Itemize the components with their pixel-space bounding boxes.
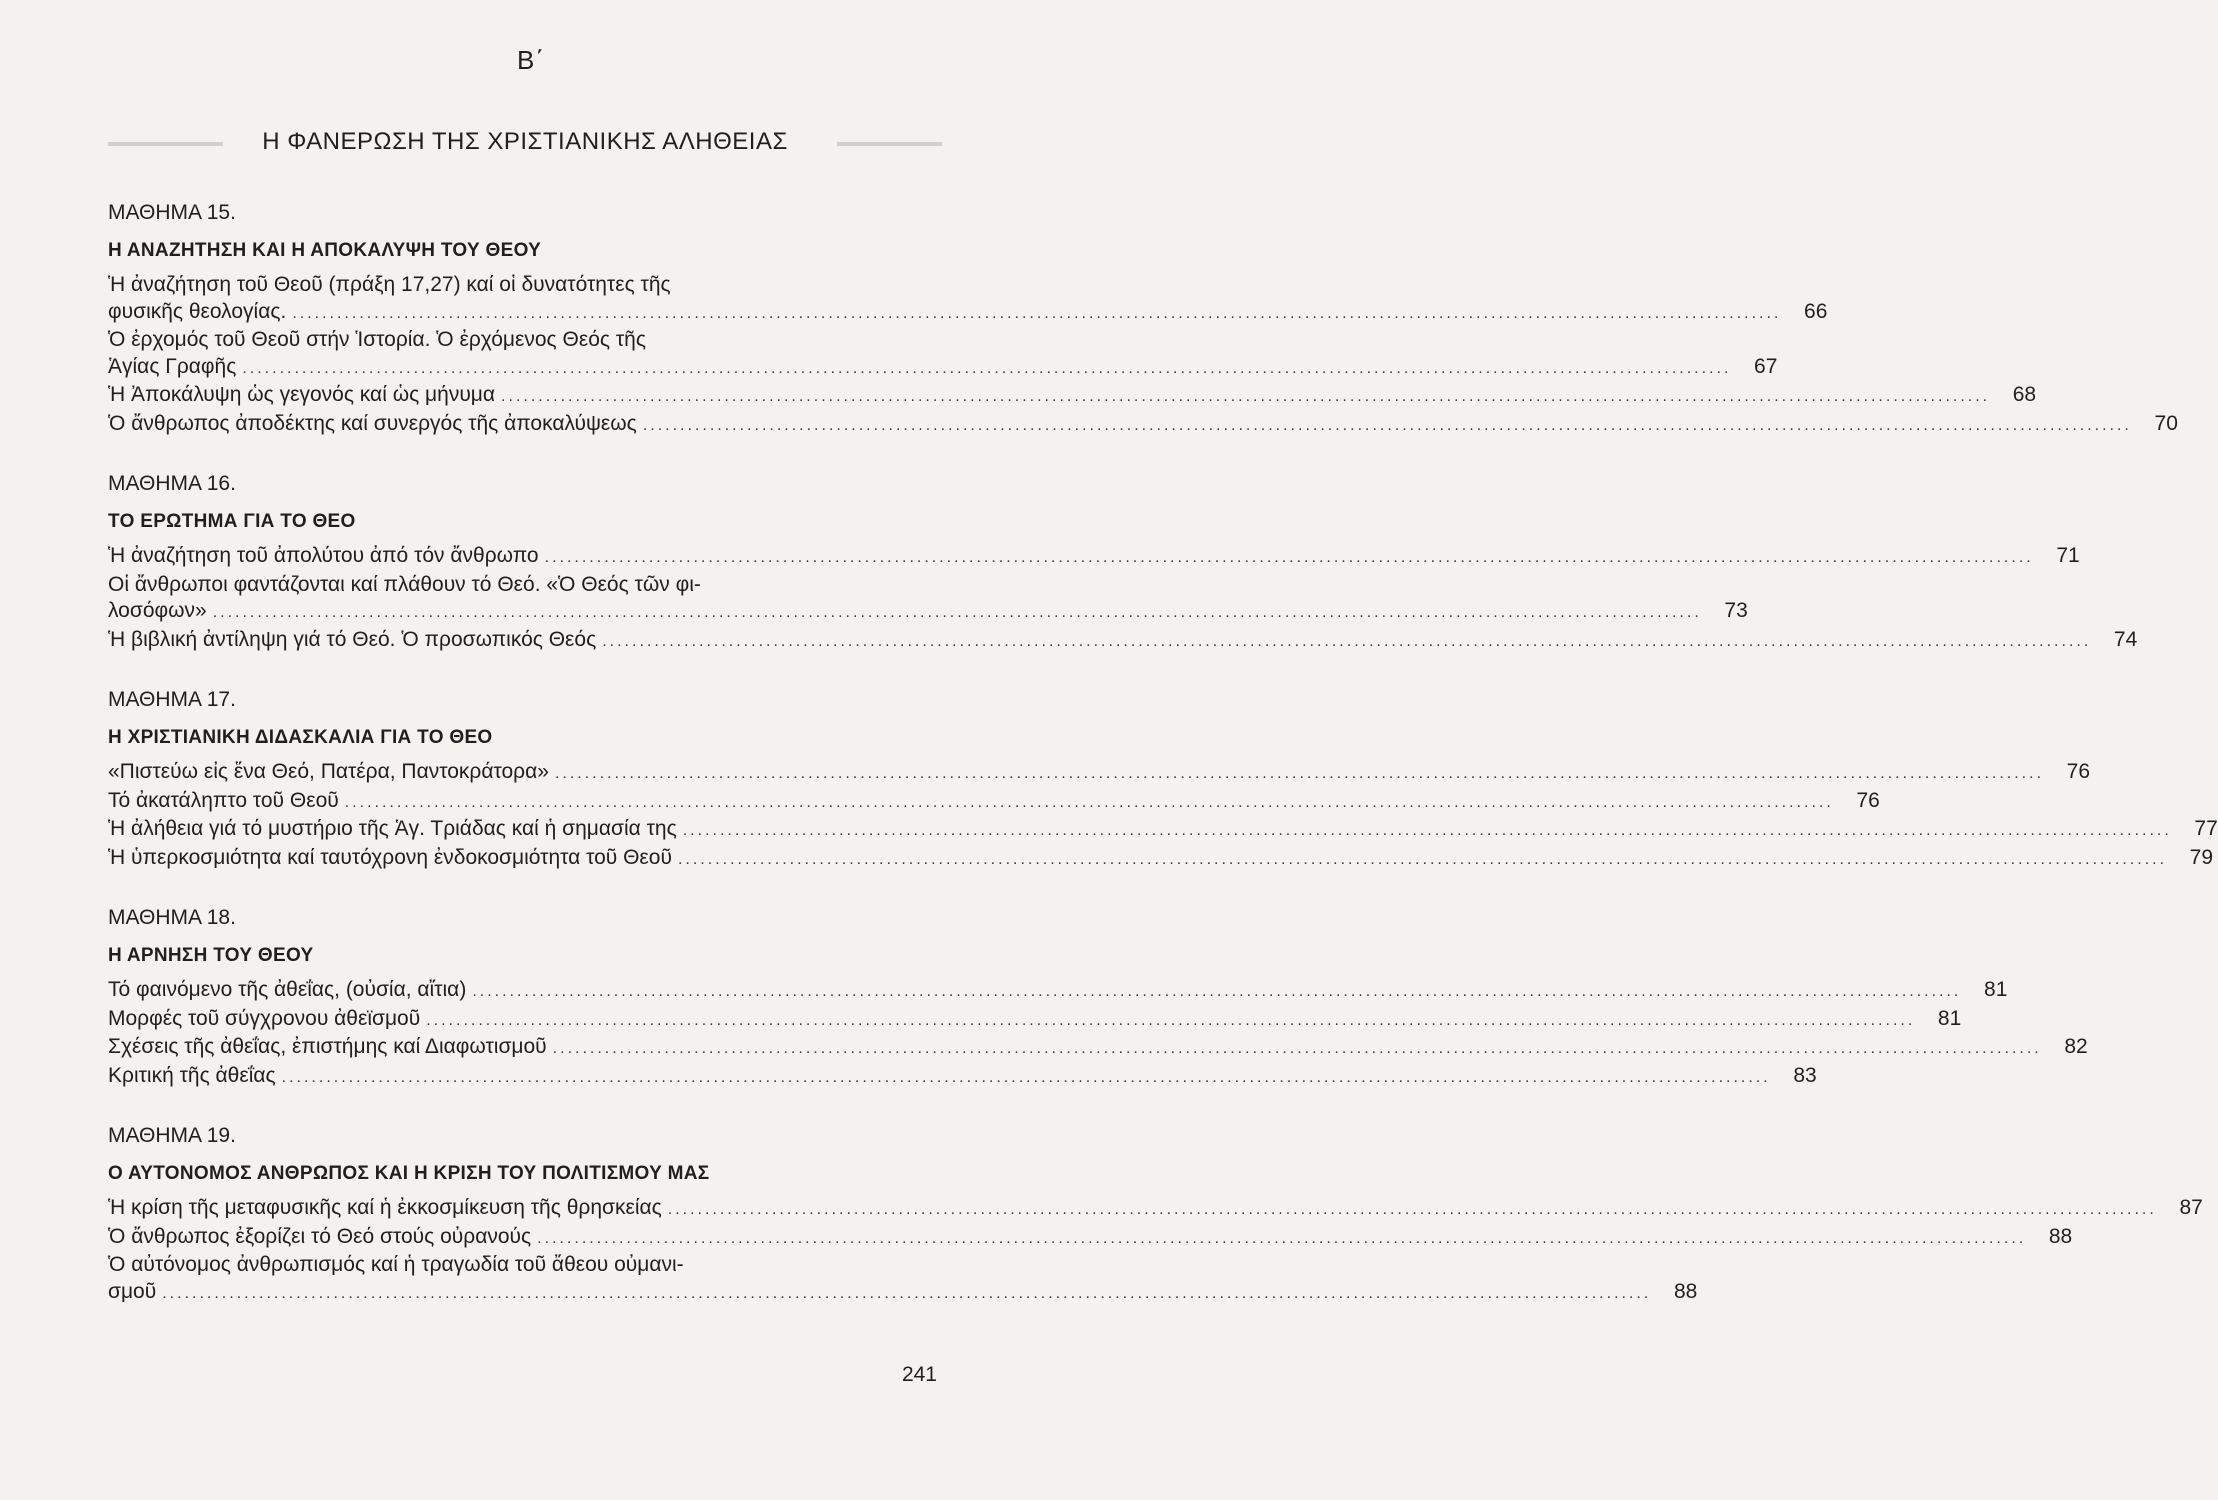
- decorative-rule-right: [837, 142, 942, 146]
- toc-entry-text: Τό ἀκατάληπτο τοῦ Θεοῦ: [108, 788, 339, 812]
- dot-leader: ........................................................................................................................................................................................................: [281, 1068, 1771, 1086]
- toc-entry: [108, 977, 2008, 1006]
- lesson-number: ΜΑΘΗΜΑ 19.: [108, 1124, 236, 1147]
- toc-entry-text: Σχέσεις τῆς ἀθεΐας, ἐπιστήμης καί Διαφωτισμοῦ: [108, 1035, 547, 1058]
- toc-entry-page: 88: [2048, 1224, 2073, 1248]
- dot-leader: ........................................................................................................................................................................................................: [472, 983, 1962, 1000]
- dot-leader: ........................................................................................................................................................................................................: [544, 549, 2034, 566]
- toc-entry-text-line: Ὁ ἐρχομός τοῦ Θεοῦ στήν Ἱστορία. Ὁ ἐρχόμενος Θεός τῆς: [108, 328, 646, 351]
- dot-leader: ........................................................................................................................................................................................................: [212, 604, 1702, 621]
- dot-leader: ........................................................................................................................................................................................................: [292, 304, 1782, 322]
- part-header: [108, 122, 942, 166]
- toc-entry: [108, 816, 2218, 845]
- toc-entry-leader-line: [108, 1063, 1817, 1092]
- dot-leader: ........................................................................................................................................................................................................: [602, 632, 2092, 650]
- lesson-title: Ο ΑΥΤΟΝΟΜΟΣ ΑΝΘΡΩΠΟΣ ΚΑΙ Η ΚΡΙΣΗ ΤΟΥ ΠΟΛΙΤΙΣΜΟΥ ΜΑΣ: [108, 1163, 710, 1184]
- toc-entry-page: 76: [1856, 788, 1880, 812]
- dot-leader: ........................................................................................................................................................................................................: [642, 416, 2132, 434]
- toc-entry-text: φυσικῆς θεολογίας.: [108, 299, 287, 323]
- toc-entry-text: Μορφές τοῦ σύγχρονου ἀθεϊσμοῦ: [108, 1006, 421, 1030]
- toc-entry-page: 68: [2012, 383, 2037, 406]
- toc-entry-page: 79: [2189, 845, 2214, 869]
- toc-entry-page: 83: [1793, 1063, 1817, 1087]
- toc-entry-leader-line: [108, 759, 2091, 788]
- lesson-section: [108, 467, 2138, 655]
- lesson-number: ΜΑΘΗΜΑ 17.: [108, 688, 236, 711]
- dot-leader: ........................................................................................................................................................................................................: [242, 359, 1732, 377]
- toc-entry-text: Ἡ Ἀποκάλυψη ὡς γεγονός καί ὡς μήνυμα: [108, 383, 496, 406]
- toc-entry: [108, 759, 2091, 788]
- toc-entry-page: 67: [1754, 354, 1778, 378]
- toc-entry: [108, 272, 1828, 327]
- toc-entry-page: 88: [1673, 1279, 1698, 1303]
- toc-entry-page: 70: [2154, 411, 2178, 435]
- table-of-contents: [108, 196, 2218, 1335]
- toc-entry-leader-line: [108, 1006, 1962, 1035]
- lesson-section: [108, 1119, 2203, 1307]
- toc-entry-leader-line: [108, 543, 2080, 572]
- lesson-section: [108, 901, 2088, 1091]
- lesson-section: [108, 196, 2178, 439]
- dot-leader: ........................................................................................................................................................................................................: [682, 822, 2172, 839]
- toc-entry-leader-line: [108, 977, 2008, 1006]
- toc-entry-page: 73: [1724, 599, 1748, 622]
- toc-entry-text-line: Ὁ αὐτόνομος ἀνθρωπισμός καί ἡ τραγωδία τοῦ ἄθεου οὐμανι-: [108, 1253, 684, 1276]
- dot-leader: ........................................................................................................................................................................................................: [554, 765, 2045, 782]
- lesson-title: Η ΑΝΑΖΗΤΗΣΗ ΚΑΙ Η ΑΠΟΚΑΛΥΨΗ ΤΟΥ ΘΕΟΥ: [108, 240, 542, 261]
- toc-entry: [108, 1034, 2088, 1063]
- dot-leader: ........................................................................................................................................................................................................: [162, 1284, 1652, 1302]
- toc-entry-text: Ἡ ἀλήθεια γιά τό μυστήριο τῆς Ἁγ. Τριάδας καί ἡ σημασία της: [108, 817, 677, 840]
- dot-leader: ........................................................................................................................................................................................................: [501, 388, 1991, 405]
- toc-entry-text: Ἁγίας Γραφῆς: [108, 354, 237, 378]
- lesson-title: Η ΧΡΙΣΤΙΑΝΙΚΗ ΔΙΔΑΣΚΑΛΙΑ ΓΙΑ ΤΟ ΘΕΟ: [108, 727, 493, 748]
- toc-entry-text: Ἡ ἀναζήτηση τοῦ ἀπολύτου ἀπό τόν ἄνθρωπο: [108, 544, 539, 567]
- toc-entry-text: Ὁ ἄνθρωπος ἀποδέκτης καί συνεργός τῆς ἀποκαλύψεως: [108, 411, 637, 435]
- toc-entry-leader-line: [108, 382, 2037, 411]
- toc-entry: [108, 382, 2037, 411]
- toc-entry-text: Τό φαινόμενο τῆς ἀθεΐας, (οὐσία, αἴτια): [108, 978, 467, 1001]
- toc-entry-leader-line: [108, 1279, 1698, 1308]
- toc-entry-leader-line: [108, 627, 2138, 656]
- toc-entry: [108, 572, 1748, 627]
- toc-entry: [108, 788, 1880, 817]
- toc-entry-leader-line: [108, 299, 1828, 328]
- toc-entry: [108, 1224, 2073, 1253]
- toc-entry-leader-line: [108, 1034, 2088, 1063]
- toc-entry-text: Ὁ ἄνθρωπος ἐξορίζει τό Θεό στούς οὐρανούς: [108, 1224, 532, 1248]
- toc-entry-text: λοσόφων»: [108, 599, 207, 622]
- toc-entry: [108, 327, 1778, 382]
- toc-entry-text: Κριτική τῆς ἀθεΐας: [108, 1063, 276, 1087]
- toc-entry-page: 81: [1984, 978, 2008, 1001]
- toc-entry-text-line: Ἡ ἀναζήτηση τοῦ Θεοῦ (πράξη 17,27) καί οἱ δυνατότητες τῆς: [108, 273, 671, 296]
- toc-entry: [108, 1252, 1698, 1307]
- toc-entry-leader-line: [108, 354, 1778, 383]
- toc-entry-page: 71: [2056, 544, 2080, 567]
- toc-entry-text: Ἡ κρίση τῆς μεταφυσικῆς καί ἡ ἐκκοσμίκευση τῆς θρησκείας: [108, 1196, 662, 1219]
- toc-entry-text: Ἡ ὑπερκοσμιότητα καί ταυτόχρονη ἐνδοκοσμιότητα τοῦ Θεοῦ: [108, 845, 672, 869]
- dot-leader: ........................................................................................................................................................................................................: [552, 1040, 2042, 1057]
- lesson-title: Η ΑΡΝΗΣΗ ΤΟΥ ΘΕΟΥ: [108, 945, 314, 966]
- toc-entry: [108, 627, 2138, 656]
- toc-entry-page: 77: [2194, 817, 2218, 840]
- toc-entry: [108, 1063, 1817, 1092]
- toc-entry: [108, 543, 2080, 572]
- dot-leader: ........................................................................................................................................................................................................: [426, 1011, 1916, 1029]
- dot-leader: ........................................................................................................................................................................................................: [677, 850, 2168, 868]
- toc-entry-text: «Πιστεύω εἰς ἕνα Θεό, Πατέρα, Παντοκράτορα»: [108, 760, 549, 783]
- toc-entry: [108, 845, 2214, 874]
- toc-entry-page: 82: [2064, 1035, 2088, 1058]
- toc-entry: [108, 1195, 2203, 1224]
- toc-entry-page: 74: [2113, 627, 2138, 651]
- part-letter: Β΄: [517, 45, 545, 75]
- lesson-number: ΜΑΘΗΜΑ 18.: [108, 906, 236, 929]
- toc-entry-leader-line: [108, 788, 1880, 817]
- dot-leader: ........................................................................................................................................................................................................: [344, 793, 1834, 811]
- lesson-number: ΜΑΘΗΜΑ 16.: [108, 472, 236, 495]
- toc-entry-leader-line: [108, 411, 2178, 440]
- dot-leader: ........................................................................................................................................................................................................: [537, 1229, 2027, 1247]
- toc-entry-leader-line: [108, 816, 2218, 845]
- lesson-number: ΜΑΘΗΜΑ 15.: [108, 201, 236, 224]
- toc-entry-leader-line: [108, 1224, 2073, 1253]
- toc-entry-page: 76: [2066, 760, 2091, 783]
- toc-entry-page: 81: [1937, 1006, 1962, 1030]
- toc-entry: [108, 411, 2178, 440]
- toc-entry-page: 87: [2179, 1196, 2203, 1219]
- dot-leader: ........................................................................................................................................................................................................: [667, 1201, 2157, 1218]
- toc-entry-leader-line: [108, 598, 1748, 627]
- toc-entry-leader-line: [108, 1195, 2203, 1224]
- part-title: Η ΦΑΝΕΡΩΣΗ ΤΗΣ ΧΡΙΣΤΙΑΝΙΚΗΣ ΑΛΗΘΕΙΑΣ: [262, 128, 788, 155]
- page-number: 241: [901, 1363, 937, 1386]
- lesson-section: [108, 683, 2218, 873]
- toc-entry-text-line: Οἱ ἄνθρωποι φαντάζονται καί πλάθουν τό Θεό. «Ὁ Θεός τῶν φι-: [108, 572, 701, 596]
- toc-entry: [108, 1006, 1962, 1035]
- toc-entry-text: σμοῦ: [108, 1279, 157, 1303]
- toc-entry-leader-line: [108, 845, 2214, 874]
- toc-entry-page: 66: [1804, 299, 1828, 323]
- lesson-title: ΤΟ ΕΡΩΤΗΜΑ ΓΙΑ ΤΟ ΘΕΟ: [108, 511, 356, 532]
- toc-entry-text: Ἡ βιβλική ἀντίληψη γιά τό Θεό. Ὁ προσωπικός Θεός: [108, 627, 597, 651]
